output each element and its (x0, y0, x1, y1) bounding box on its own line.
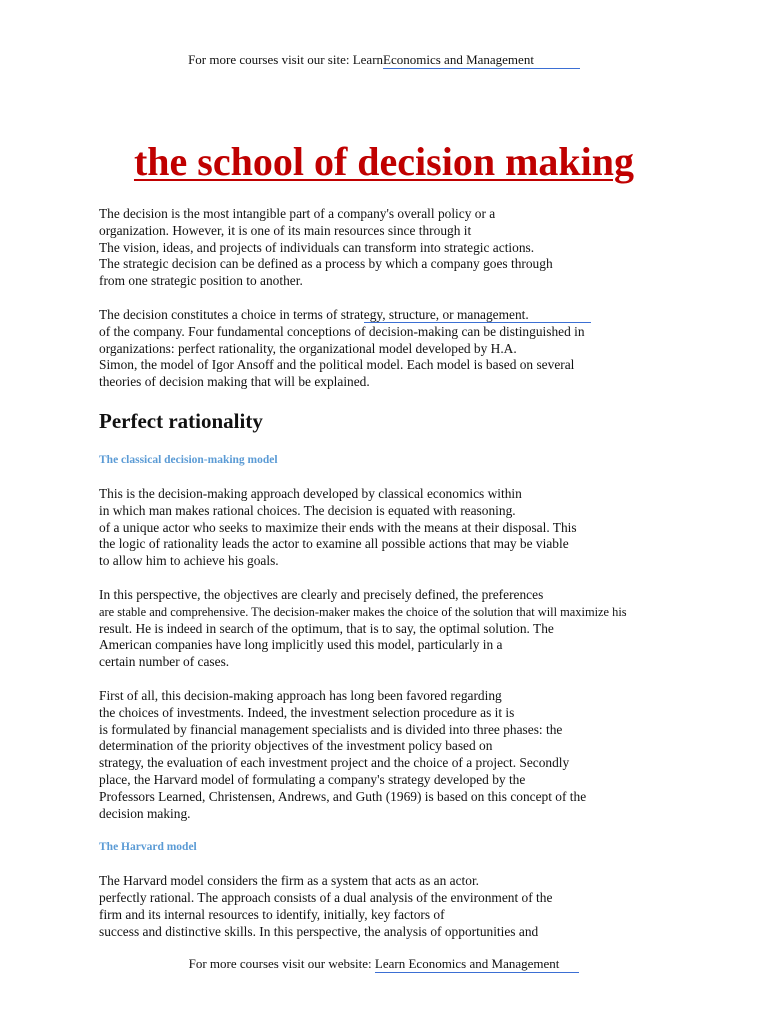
page-footer (0, 956, 768, 973)
text-line: the choices of investments. Indeed, the investment selection procedure as it is (99, 704, 515, 720)
text-line: American companies have long implicitly used this model, particularly in a (99, 637, 503, 653)
header-site-link[interactable]: Economics and Management (383, 52, 580, 69)
text-line: success and distinctive skills. In this perspective, the analysis of opportunities and (99, 923, 539, 939)
intro-paragraph-1 (99, 206, 709, 290)
text-line: decision making. (99, 805, 191, 821)
text-line: This is the decision-making approach developed by classical economics within (99, 485, 522, 501)
header-text: For more courses visit our site: Learn (188, 52, 384, 67)
section-heading: Perfect rationality (99, 408, 263, 433)
text-line: First of all, this decision-making approach has long been favored regarding (99, 687, 502, 703)
text-line (99, 307, 709, 324)
text-line: theories of decision making that will be explained. (99, 374, 370, 390)
text-line: The strategic decision can be defined as a process by which a company goes through (99, 256, 553, 272)
text-line: result. He is indeed in search of the optimum, that is to say, the optimal solution. The (99, 620, 554, 636)
text-line: perfectly rational. The approach consists of a dual analysis of the environment of the (99, 890, 553, 906)
subheading-harvard-model: The Harvard model (99, 841, 197, 854)
text-line: The decision is the most intangible part of a company's overall policy or a (99, 206, 496, 221)
text-line: organization. However, it is one of its main resources since through it (99, 222, 472, 238)
text-line: The Harvard model considers the firm as a system that acts as an actor. (99, 873, 480, 889)
text-fragment: The decision constitutes a choice in terms of strat (99, 306, 364, 322)
text-line: determination of the priority objectives of the investment policy based on (99, 738, 493, 754)
classical-paragraph-1 (99, 486, 709, 570)
text-line: certain number of cases. (99, 654, 230, 670)
text-line: Professors Learned, Christensen, Andrews, and Guth (1969) is based on this concept of the (99, 788, 587, 804)
text-line: of the company. Four fundamental conceptions of decision-making can be distinguished in (99, 323, 585, 339)
document-title: the school of decision making (133, 139, 635, 184)
inline-link[interactable]: egy, structure, or management. (364, 307, 591, 323)
text-line: is formulated by financial management specialists and is divided into three phases: the (99, 721, 563, 737)
text-line: to allow him to achieve his goals. (99, 553, 279, 569)
document-body (99, 206, 709, 958)
subheading-classical-model: The classical decision-making model (99, 453, 278, 466)
classical-paragraph-3 (99, 688, 709, 822)
text-line: in which man makes rational choices. The decision is equated with reasoning. (99, 502, 516, 518)
text-line: Simon, the model of Igor Ansoff and the political model. Each model is based on several (99, 357, 575, 373)
text-line: firm and its internal resources to identify, initially, key factors of (99, 906, 445, 922)
harvard-paragraph (99, 873, 709, 940)
text-line: In this perspective, the objectives are clearly and precisely defined, the preferences (99, 586, 544, 602)
footer-text: For more courses visit our website: (188, 956, 375, 971)
text-line: strategy, the evaluation of each investment project and the choice of a project. Secondly (99, 755, 570, 771)
text-line: place, the Harvard model of formulating a company's strategy developed by the (99, 771, 526, 787)
text-line: the logic of rationality leads the actor to examine all possible actions that may be viable (99, 536, 569, 552)
classical-paragraph-2 (99, 587, 709, 671)
text-line: organizations: perfect rationality, the organizational model developed by H.A. (99, 340, 517, 356)
text-line: of a unique actor who seeks to maximize their ends with the means at their disposal. This (99, 519, 577, 535)
text-line: are stable and comprehensive. The decision-maker makes the choice of the solution that will maximize his (99, 604, 627, 619)
text-line: from one strategic position to another. (99, 273, 303, 289)
footer-site-link[interactable]: Learn Economics and Management (375, 956, 579, 973)
page-header (0, 52, 768, 69)
intro-paragraph-2 (99, 307, 709, 391)
text-line: The vision, ideas, and projects of individuals can transform into strategic actions. (99, 239, 535, 255)
